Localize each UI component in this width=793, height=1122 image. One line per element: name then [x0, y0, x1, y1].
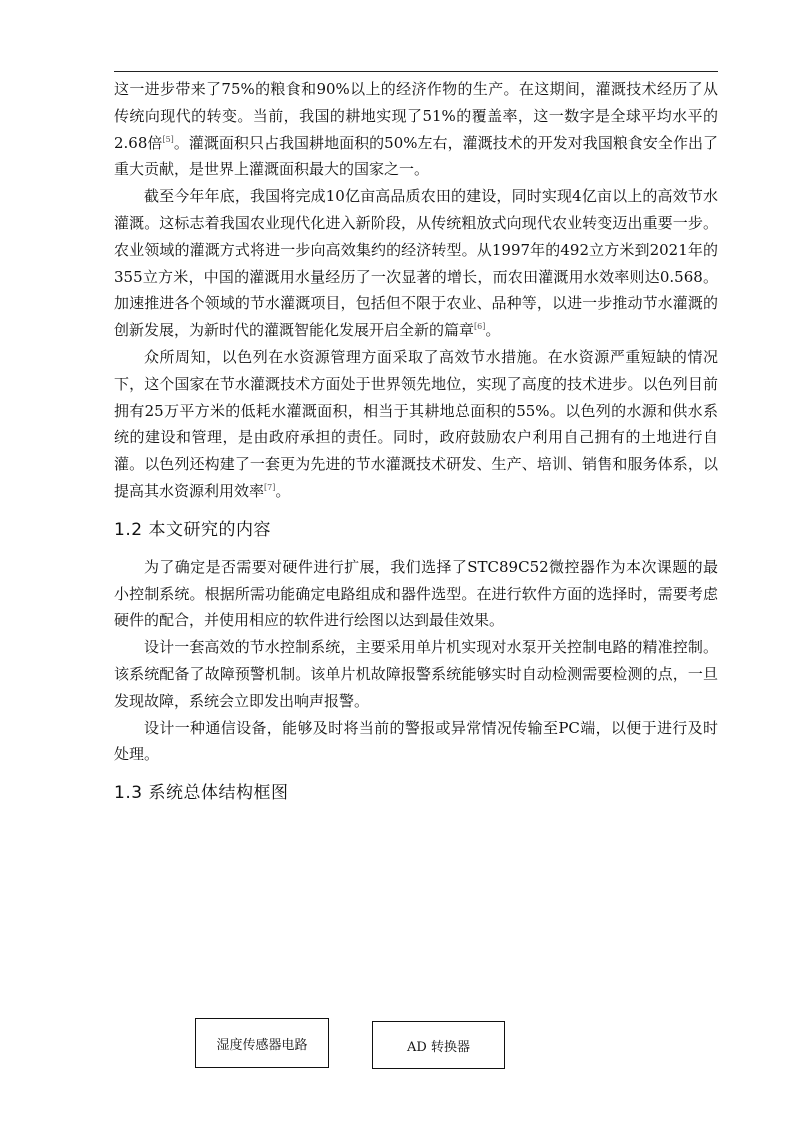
citation-6: [6] [474, 322, 486, 332]
paragraph-text: 众所周知，以色列在水资源管理方面采取了高效节水措施。在水资源严重短缺的情况下，这个国家在节水灌溉技术方面处于世界领先地位，实现了高度的技术进步。以色列目前拥有25万平方米的低耗水灌溉面积，相当于其耕地总面积的55%。以色列的水源和供水系统的建设和管理，是由政府承担的责任。同时，政府鼓励农户利用自己拥有的土地进行自灌。以色列还构建了一套更为先进的节水灌溉技术研发、生产、培训、销售和服务体系，以提高其水资源利用效率 [114, 347, 718, 500]
paragraph-hardware-selection: 为了确定是否需要对硬件进行扩展，我们选择了STC89C52微控器作为本次课题的最小控制系统。根据所需功能确定电路组成和器件选型。在进行软件方面的选择时，需要考虑硬件的配合，并使用相应的软件进行绘图以达到最佳效果。 [114, 557, 718, 630]
paragraph-control-system: 设计一套高效的节水控制系统，主要采用单片机实现对水泵开关控制电路的精准控制。该系统配备了故障预警机制。该单片机故障报警系统能够实时自动检测需要检测的点，一旦发现故障，系统会立即发出响声报警。 [114, 638, 718, 710]
diagram-box-label: 湿度传感器电路 [216, 1037, 308, 1053]
paragraph-farmland-construction [114, 183, 718, 344]
paragraph-tail: 。 [275, 481, 291, 500]
paragraph-communication-device: 设计一种通信设备，能够及时将当前的警报或异常情况传输至PC端，以便于进行及时处理。 [114, 718, 718, 764]
section-heading-1-2: 1.2 本文研究的内容 [114, 519, 271, 540]
page-body [114, 76, 718, 817]
paragraph-israel-irrigation [114, 344, 718, 505]
citation-7: [7] [264, 482, 276, 492]
diagram-box-ad-converter [372, 1021, 505, 1069]
paragraph-text: 截至今年年底，我国将完成10亿亩高品质农田的建设，同时实现4亿亩以上的高效节水灌溉。这标志着我国农业现代化进入新阶段，从传统粗放式向现代农业转变迈出重要一步。农业领域的灌溉方式将进一步向高效集约的经济转型。从1997年的492立方米到2021年的355立方米，中国的灌溉用水量经历了一次显著的增长，而农田灌溉用水效率则达0.568。加速推进各个领域的节水灌溉项目，包括但不限于农业、品种等，以进一步推动节水灌溉的创新发展，为新时代的灌溉智能化发展开启全新的篇章 [114, 187, 718, 340]
paragraph-tail: 。 [485, 321, 501, 340]
diagram-box-label: AD 转换器 [407, 1039, 470, 1055]
section-heading-1-3: 1.3 系统总体结构框图 [114, 783, 289, 804]
paragraph-text: 这一进步带来了75%的粮食和90%以上的经济作物的生产。在这期间，灌溉技术经历了从传统向现代的转变。当前，我国的耕地实现了51%的覆盖率，这一数字是全球平均水平的2.68倍 [114, 80, 718, 152]
paragraph-tail: 。灌溉面积只占我国耕地面积的50%左右，灌溉技术的开发对我国粮食安全作出了重大贡献，是世界上灌溉面积最大的国家之一。 [114, 133, 718, 179]
diagram-box-humidity-sensor [195, 1018, 329, 1068]
citation-5: [5] [162, 134, 174, 144]
header-rule [114, 71, 718, 72]
paragraph-grain-production [114, 76, 718, 183]
